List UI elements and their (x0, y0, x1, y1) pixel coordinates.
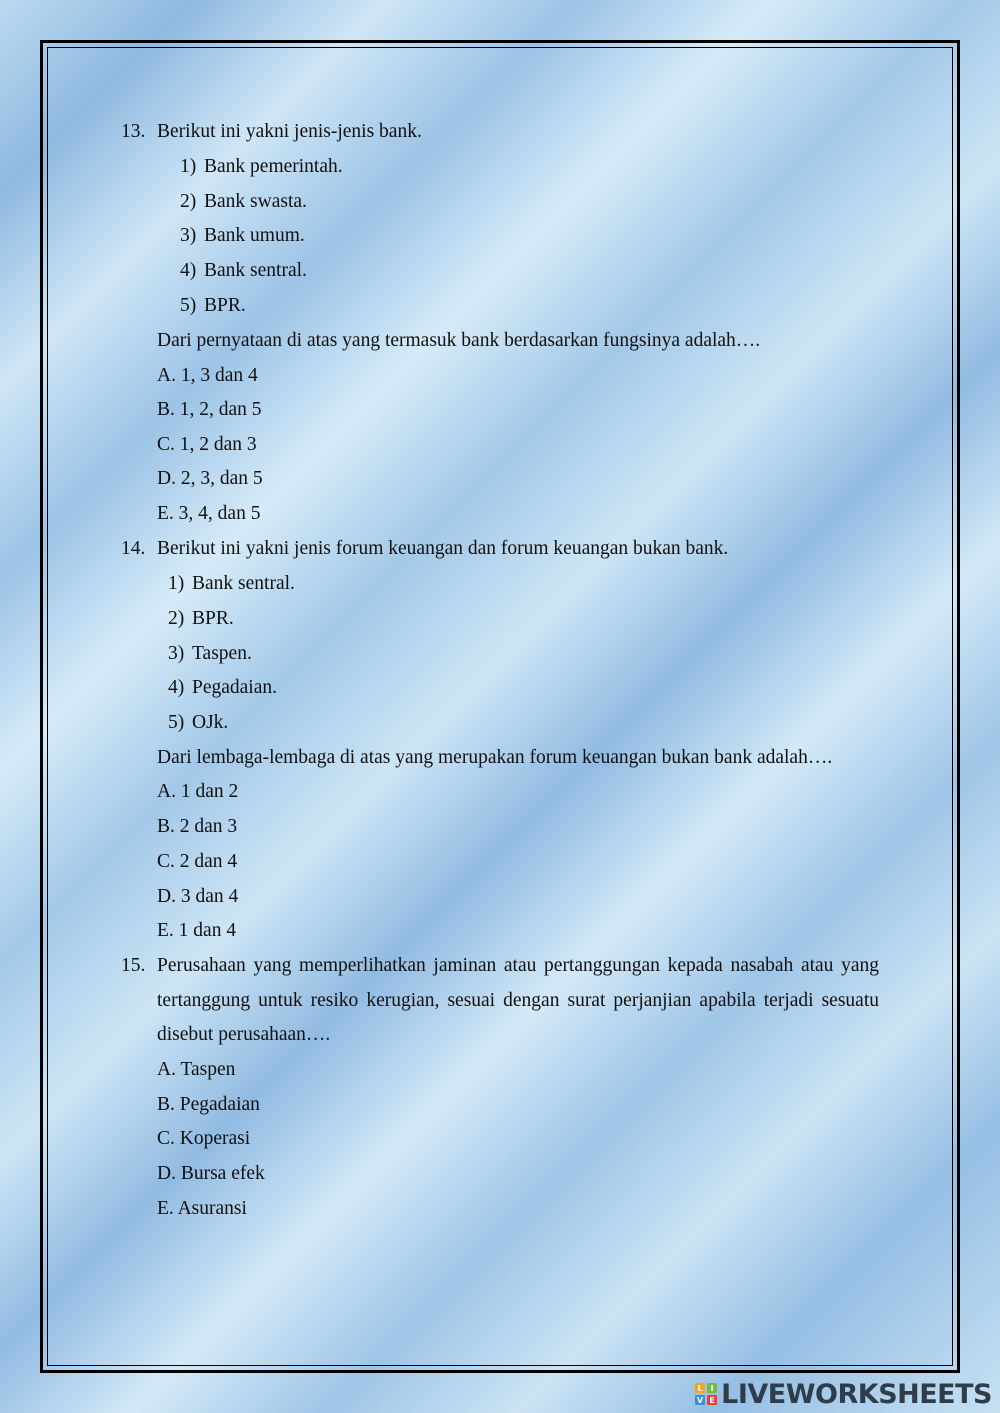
logo-text: LIVEWORKSHEETS (721, 1378, 992, 1410)
answer-option[interactable]: B. 2 dan 3 (157, 816, 238, 837)
answer-option[interactable]: D. Bursa efek (157, 1163, 265, 1184)
logo-letter: I (707, 1383, 717, 1393)
list-item-text: Bank umum. (204, 225, 305, 246)
question-15-stem-line-3: disebut perusahaan…. (157, 1024, 331, 1045)
logo-letter: E (707, 1395, 717, 1405)
list-item-number: 4) (168, 677, 185, 698)
question-13-stem: Berikut ini yakni jenis-jenis bank. (157, 121, 422, 142)
list-item-text: Taspen. (192, 643, 252, 664)
list-item-text: Bank sentral. (192, 573, 295, 594)
question-15-stem-line-1: Perusahaan yang memperlihatkan jaminan atau pertanggungan kepada nasabah atau yang (157, 955, 879, 976)
logo-mark-icon (695, 1383, 717, 1405)
list-item-text: BPR. (204, 295, 246, 316)
answer-option[interactable]: C. Koperasi (157, 1128, 251, 1149)
answer-option[interactable]: E. 3, 4, dan 5 (157, 503, 261, 524)
answer-option[interactable]: A. 1 dan 2 (157, 781, 239, 802)
list-item-number: 1) (180, 156, 197, 177)
answer-option[interactable]: B. 1, 2, dan 5 (157, 399, 262, 420)
question-14-number: 14. (121, 538, 146, 559)
list-item-number: 3) (180, 225, 197, 246)
answer-option[interactable]: B. Pegadaian (157, 1094, 260, 1115)
answer-option[interactable]: E. Asuransi (157, 1198, 247, 1219)
list-item-number: 2) (180, 191, 197, 212)
question-15-number: 15. (121, 955, 146, 976)
list-item-number: 3) (168, 643, 185, 664)
question-15-stem-line-2: tertanggung untuk resiko kerugian, sesuai dengan surat perjanjian apabila terjadi sesuatu (157, 990, 879, 1011)
list-item-number: 1) (168, 573, 185, 594)
list-item-number: 5) (168, 712, 185, 733)
list-item-text: BPR. (192, 608, 234, 629)
list-item-text: Bank sentral. (204, 260, 307, 281)
question-13-prompt: Dari pernyataan di atas yang termasuk bank berdasarkan fungsinya adalah…. (157, 330, 761, 351)
question-14-prompt: Dari lembaga-lembaga di atas yang merupakan forum keuangan bukan bank adalah…. (157, 747, 833, 768)
liveworksheets-logo (695, 1379, 992, 1409)
list-item-number: 2) (168, 608, 185, 629)
list-item-text: OJk. (192, 712, 229, 733)
answer-option[interactable]: A. 1, 3 dan 4 (157, 365, 258, 386)
list-item-number: 5) (180, 295, 197, 316)
answer-option[interactable]: C. 2 dan 4 (157, 851, 238, 872)
answer-option[interactable]: D. 3 dan 4 (157, 886, 239, 907)
answer-option[interactable]: D. 2, 3, dan 5 (157, 468, 263, 489)
list-item-text: Bank pemerintah. (204, 156, 343, 177)
question-13-number: 13. (121, 121, 146, 142)
list-item-text: Bank swasta. (204, 191, 307, 212)
answer-option[interactable]: E. 1 dan 4 (157, 920, 237, 941)
logo-letter: L (695, 1383, 705, 1393)
question-14-stem: Berikut ini yakni jenis forum keuangan dan forum keuangan bukan bank. (157, 538, 729, 559)
logo-letter: V (697, 1395, 704, 1405)
list-item-text: Pegadaian. (192, 677, 278, 698)
answer-option[interactable]: C. 1, 2 dan 3 (157, 434, 257, 455)
list-item-number: 4) (180, 260, 197, 281)
answer-option[interactable]: A. Taspen (157, 1059, 236, 1080)
